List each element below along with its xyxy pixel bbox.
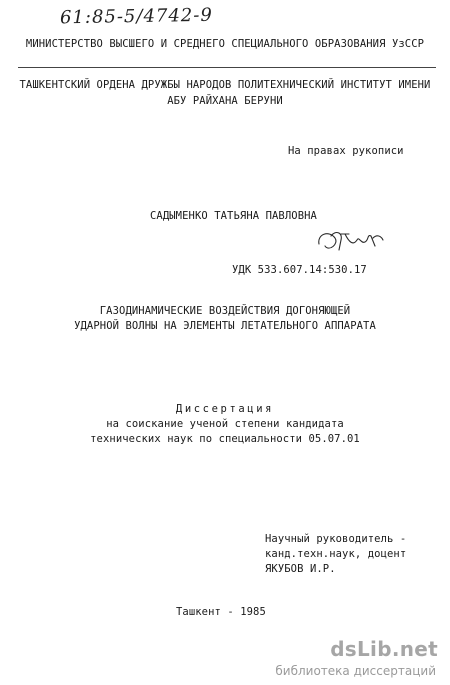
udc-code: УДК 533.607.14:530.17: [232, 264, 367, 276]
institute-name-line1: ТАШКЕНТСКИЙ ОРДЕНА ДРУЖБЫ НАРОДОВ ПОЛИТЕХНИЧЕСКИЙ ИНСТИТУТ ИМЕНИ: [19, 79, 431, 91]
supervisor-name: ЯКУБОВ И.Р.: [265, 563, 336, 575]
city-year: Ташкент - 1985: [176, 606, 266, 618]
degree-line1: на соискание ученой степени кандидата: [106, 418, 344, 430]
supervisor-degree: канд.техн.наук, доцент: [265, 548, 407, 560]
document-type: Диссертация: [175, 403, 275, 415]
ministry-header: МИНИСТЕРСТВО ВЫСШЕГО И СРЕДНЕГО СПЕЦИАЛЬНОГО ОБРАЗОВАНИЯ УзССР: [25, 38, 425, 50]
handwritten-archive-number: 61:85-5/4742-9: [59, 4, 213, 29]
supervisor-label: Научный руководитель -: [265, 533, 407, 545]
author-signature: [315, 224, 387, 260]
author-name: САДЫМЕНКО ТАТЬЯНА ПАВЛОВНА: [150, 210, 317, 222]
watermark-logo: dsLib.net: [330, 637, 438, 661]
degree-line2: технических наук по специальности 05.07.01: [90, 433, 360, 445]
dissertation-title-line2: УДАРНОЙ ВОЛНЫ НА ЭЛЕМЕНТЫ ЛЕТАТЕЛЬНОГО АППАРАТА: [74, 320, 376, 332]
header-divider: [18, 67, 436, 68]
dissertation-title-line1: ГАЗОДИНАМИЧЕСКИЕ ВОЗДЕЙСТВИЯ ДОГОНЯЮЩЕЙ: [99, 305, 351, 317]
watermark-subtitle: библиотека диссертаций: [275, 664, 436, 678]
manuscript-rights-label: На правах рукописи: [288, 145, 404, 157]
institute-name-line2: АБУ РАЙХАНА БЕРУНИ: [167, 95, 283, 107]
